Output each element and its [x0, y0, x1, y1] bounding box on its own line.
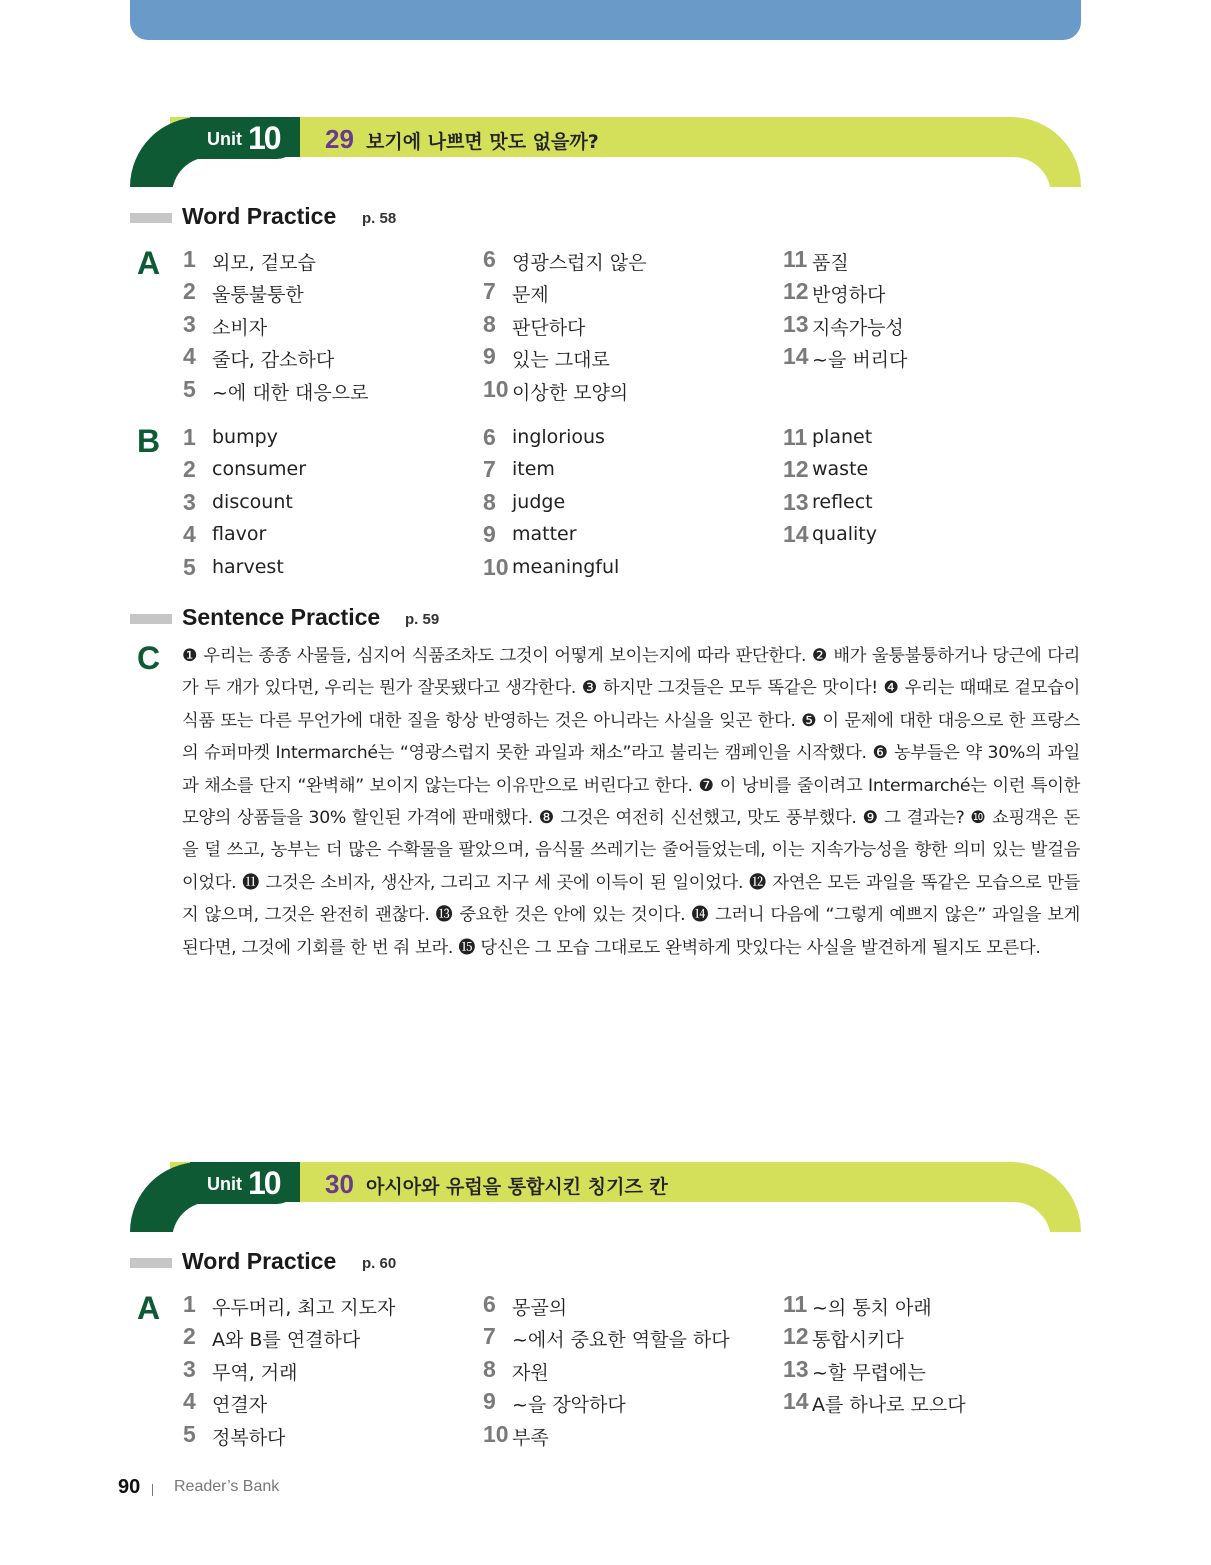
list-item	[183, 1323, 473, 1355]
item-text: ~의 통치 아래	[812, 1297, 932, 1319]
list-item	[783, 424, 1073, 456]
list-item	[183, 1356, 473, 1388]
item-number: 1	[183, 1291, 196, 1317]
item-text: 품질	[812, 252, 849, 274]
list-item	[783, 1323, 1073, 1355]
item-text: discount	[212, 490, 293, 513]
page-number: 90	[118, 1476, 141, 1498]
item-number: 13	[783, 310, 809, 337]
list-item	[183, 246, 473, 278]
list-item	[483, 424, 773, 456]
item-text: ~에 대한 대응으로	[212, 381, 369, 404]
item-number: 1	[183, 246, 196, 272]
unit-number: 10	[248, 1165, 280, 1201]
unit-number: 10	[248, 120, 280, 156]
list-item	[483, 1323, 773, 1355]
item-number: 6	[483, 424, 496, 450]
list-item	[483, 1388, 773, 1420]
item-text: 몽골의	[512, 1297, 568, 1319]
item-number: 4	[183, 343, 196, 370]
list-item	[483, 376, 773, 408]
list-item	[483, 246, 773, 278]
book-title: Reader’s Bank	[174, 1478, 280, 1495]
lesson-title: 보기에 나쁘면 맛도 없을까?	[366, 131, 599, 153]
lesson-number: 30	[325, 1169, 354, 1199]
list-item	[183, 489, 473, 521]
list-item	[783, 311, 1073, 343]
word-list-29-a-col3	[783, 246, 1073, 376]
item-number: 14	[783, 343, 809, 370]
item-text: 부족	[512, 1426, 549, 1449]
item-text: 지속가능성	[812, 316, 904, 339]
footer-divider	[152, 1484, 153, 1496]
item-text: 반영하다	[812, 284, 886, 307]
word-list-29-a-col1	[183, 246, 473, 408]
item-text: bumpy	[212, 426, 278, 448]
list-item	[483, 311, 773, 343]
section-name: Word Practice	[182, 1248, 337, 1274]
unit-header-29	[130, 117, 1081, 187]
item-number: 14	[783, 1388, 809, 1415]
word-list-29-b-col3	[783, 424, 1073, 554]
item-number: 7	[483, 278, 496, 305]
section-bar	[130, 213, 172, 223]
list-item	[483, 278, 773, 310]
item-number: 1	[183, 424, 196, 450]
top-color-bar	[130, 0, 1081, 40]
item-text: ~을 버리다	[812, 349, 908, 372]
item-text: meaningful	[512, 555, 620, 578]
item-number: 2	[183, 278, 196, 305]
item-number: 6	[483, 246, 496, 272]
item-number: 10	[483, 553, 509, 580]
item-text: item	[512, 458, 555, 481]
item-text: 외모, 겉모습	[212, 252, 316, 274]
item-text: 문제	[512, 284, 549, 307]
item-text: planet	[812, 426, 873, 448]
lesson-title: 아시아와 유럽을 통합시킨 칭기즈 칸	[366, 1176, 668, 1198]
item-number: 4	[183, 521, 196, 548]
unit-label: Unit	[207, 129, 242, 149]
item-text: ~에서 중요한 역할을 하다	[512, 1329, 730, 1352]
list-item	[183, 521, 473, 553]
list-item	[783, 489, 1073, 521]
word-list-30-a-col3	[783, 1291, 1073, 1421]
item-text: 연결자	[212, 1394, 268, 1417]
list-item	[183, 1421, 473, 1453]
item-number: 8	[483, 488, 496, 515]
lesson-number: 29	[325, 124, 354, 154]
word-list-30-a-col1	[183, 1291, 473, 1453]
item-text: A를 하나로 모으다	[812, 1394, 966, 1417]
item-number: 8	[483, 1355, 496, 1382]
item-text: 자원	[512, 1361, 549, 1384]
word-list-30-a-col2	[483, 1291, 773, 1453]
item-text: 있는 그대로	[512, 349, 610, 372]
list-item	[183, 343, 473, 375]
section-bar	[130, 1258, 172, 1268]
item-text: ~할 무렵에는	[812, 1361, 926, 1384]
section-page-ref: p. 59	[405, 611, 440, 628]
item-number: 13	[783, 1355, 809, 1382]
item-number: 5	[183, 1420, 196, 1447]
part-letter-a: A	[137, 245, 161, 281]
item-number: 3	[183, 1355, 196, 1382]
item-text: 이상한 모양의	[512, 381, 629, 404]
item-text: quality	[812, 523, 877, 546]
item-text: 무역, 거래	[212, 1361, 298, 1384]
item-number: 9	[483, 343, 496, 370]
item-text: 우두머리, 최고 지도자	[212, 1297, 396, 1319]
item-number: 2	[183, 456, 196, 483]
list-item	[183, 1291, 473, 1323]
list-item	[483, 1291, 773, 1323]
item-number: 13	[783, 488, 809, 515]
item-text: consumer	[212, 458, 307, 481]
item-text: harvest	[212, 555, 284, 578]
list-item	[183, 278, 473, 310]
list-item	[783, 343, 1073, 375]
item-text: matter	[512, 523, 577, 546]
part-letter-a: A	[137, 1290, 161, 1326]
item-text: inglorious	[512, 426, 605, 448]
item-text: 줄다, 감소하다	[212, 349, 335, 372]
word-list-29-b-col1	[183, 424, 473, 586]
item-number: 5	[183, 375, 196, 402]
list-item	[183, 554, 473, 586]
item-text: 판단하다	[512, 316, 586, 339]
unit-label: Unit	[207, 1174, 242, 1194]
word-list-29-a-col2	[483, 246, 773, 408]
list-item	[183, 311, 473, 343]
sentence-practice-paragraph: ❶ 우리는 종종 사물들, 심지어 식품조차도 그것이 어떻게 보이는지에 따라 판단한다. ❷ 배가 울퉁불퉁하거나 당근에 다리가 두 개가 있다면, 우리는 뭔가 잘못됐다고 생각한다. ❸ 하지만 그것들은 모두 똑같은 맛이다! ❹ 우리는 때때로 겉모습이 식품 또는 다른 무언가에 대한 질을 항상 반영하는 것은 아니라는 사실을 잊곤 한다. ❺ 이 문제에 대한 대응으로 한 프랑스의 슈퍼마켓 Intermarché는 “영광스럽지 못한 과일과 채소”라고 불리는 캠페인을 시작했다. ❻ 농부들은 약 30%의 과일과 채소를 단지 “완벽해” 보이지 않는다는 이유만으로 버린다고 한다. ❼ 이 낭비를 줄이려고 Intermarché는 이런 특이한 모양의 상품들을 30% 할인된 가격에 판매했다. ❽ 그것은 여전히 신선했고, 맛도 풍부했다. ❾ 그 결과는? ❿ 쇼핑객은 돈을 덜 쓰고, 농부는 더 많은 수확물을 팔았으며, 음식물 쓰레기는 줄어들었는데, 이는 지속가능성을 향한 의미 있는 발걸음이었다. ⓫ 그것은 소비자, 생산자, 그리고 지구 세 곳에 이득이 된 일이었다. ⓬ 자연은 모든 과일을 똑같은 모습으로 만들지 않으며, 그것은 완전히 괜찮다. ⓭ 중요한 것은 안에 있는 것이다. ⓮ 그러니 다음에 “그렇게 예쁘지 않은” 과일을 보게 된다면, 그것에 기회를 한 번 줘 보라. ⓯ 당신은 그 모습 그대로도 완벽하게 맛있다는 사실을 발견하게 될지도 모른다.	[182, 646, 1080, 958]
list-item	[483, 521, 773, 553]
part-letter-b: B	[137, 423, 161, 459]
list-item	[183, 376, 473, 408]
item-text: 통합시키다	[812, 1329, 904, 1352]
item-text: flavor	[212, 523, 267, 546]
item-number: 14	[783, 521, 809, 548]
item-number: 9	[483, 1388, 496, 1415]
list-item	[483, 1356, 773, 1388]
item-number: 3	[183, 488, 196, 515]
list-item	[783, 278, 1073, 310]
section-name: Word Practice	[182, 203, 337, 229]
item-number: 11	[783, 424, 808, 450]
list-item	[783, 456, 1073, 488]
part-letter-c: C	[137, 640, 161, 676]
section-bar	[130, 614, 172, 624]
item-number: 4	[183, 1388, 196, 1415]
item-text: 소비자	[212, 316, 268, 339]
section-page-ref: p. 58	[362, 210, 397, 227]
item-number: 11	[783, 246, 808, 272]
item-number: 10	[483, 1420, 509, 1447]
item-text: 울퉁불퉁한	[212, 284, 304, 307]
list-item	[483, 489, 773, 521]
item-text: judge	[512, 490, 566, 513]
list-item	[483, 456, 773, 488]
item-text: 영광스럽지 않은	[512, 252, 647, 274]
list-item	[783, 521, 1073, 553]
list-item	[483, 1421, 773, 1453]
item-number: 12	[783, 456, 809, 483]
list-item	[783, 246, 1073, 278]
list-item	[183, 424, 473, 456]
item-number: 7	[483, 1323, 496, 1350]
item-text: waste	[812, 458, 869, 481]
list-item	[183, 456, 473, 488]
item-number: 9	[483, 521, 496, 548]
item-text: ~을 장악하다	[512, 1394, 626, 1417]
section-page-ref: p. 60	[362, 1255, 397, 1272]
item-number: 8	[483, 310, 496, 337]
list-item	[783, 1388, 1073, 1420]
item-number: 3	[183, 310, 196, 337]
item-number: 12	[783, 1323, 809, 1350]
item-number: 11	[783, 1291, 808, 1317]
list-item	[183, 1388, 473, 1420]
item-text: reflect	[812, 490, 873, 513]
section-name: Sentence Practice	[182, 604, 381, 630]
item-number: 5	[183, 553, 196, 580]
item-text: 정복하다	[212, 1426, 286, 1449]
list-item	[483, 343, 773, 375]
word-list-29-b-col2	[483, 424, 773, 586]
list-item	[783, 1291, 1073, 1323]
item-number: 2	[183, 1323, 196, 1350]
list-item	[483, 554, 773, 586]
unit-header-30	[130, 1162, 1081, 1232]
list-item	[783, 1356, 1073, 1388]
item-number: 6	[483, 1291, 496, 1317]
item-number: 10	[483, 375, 509, 402]
item-text: A와 B를 연결하다	[212, 1329, 361, 1352]
item-number: 7	[483, 456, 496, 483]
item-number: 12	[783, 278, 809, 305]
